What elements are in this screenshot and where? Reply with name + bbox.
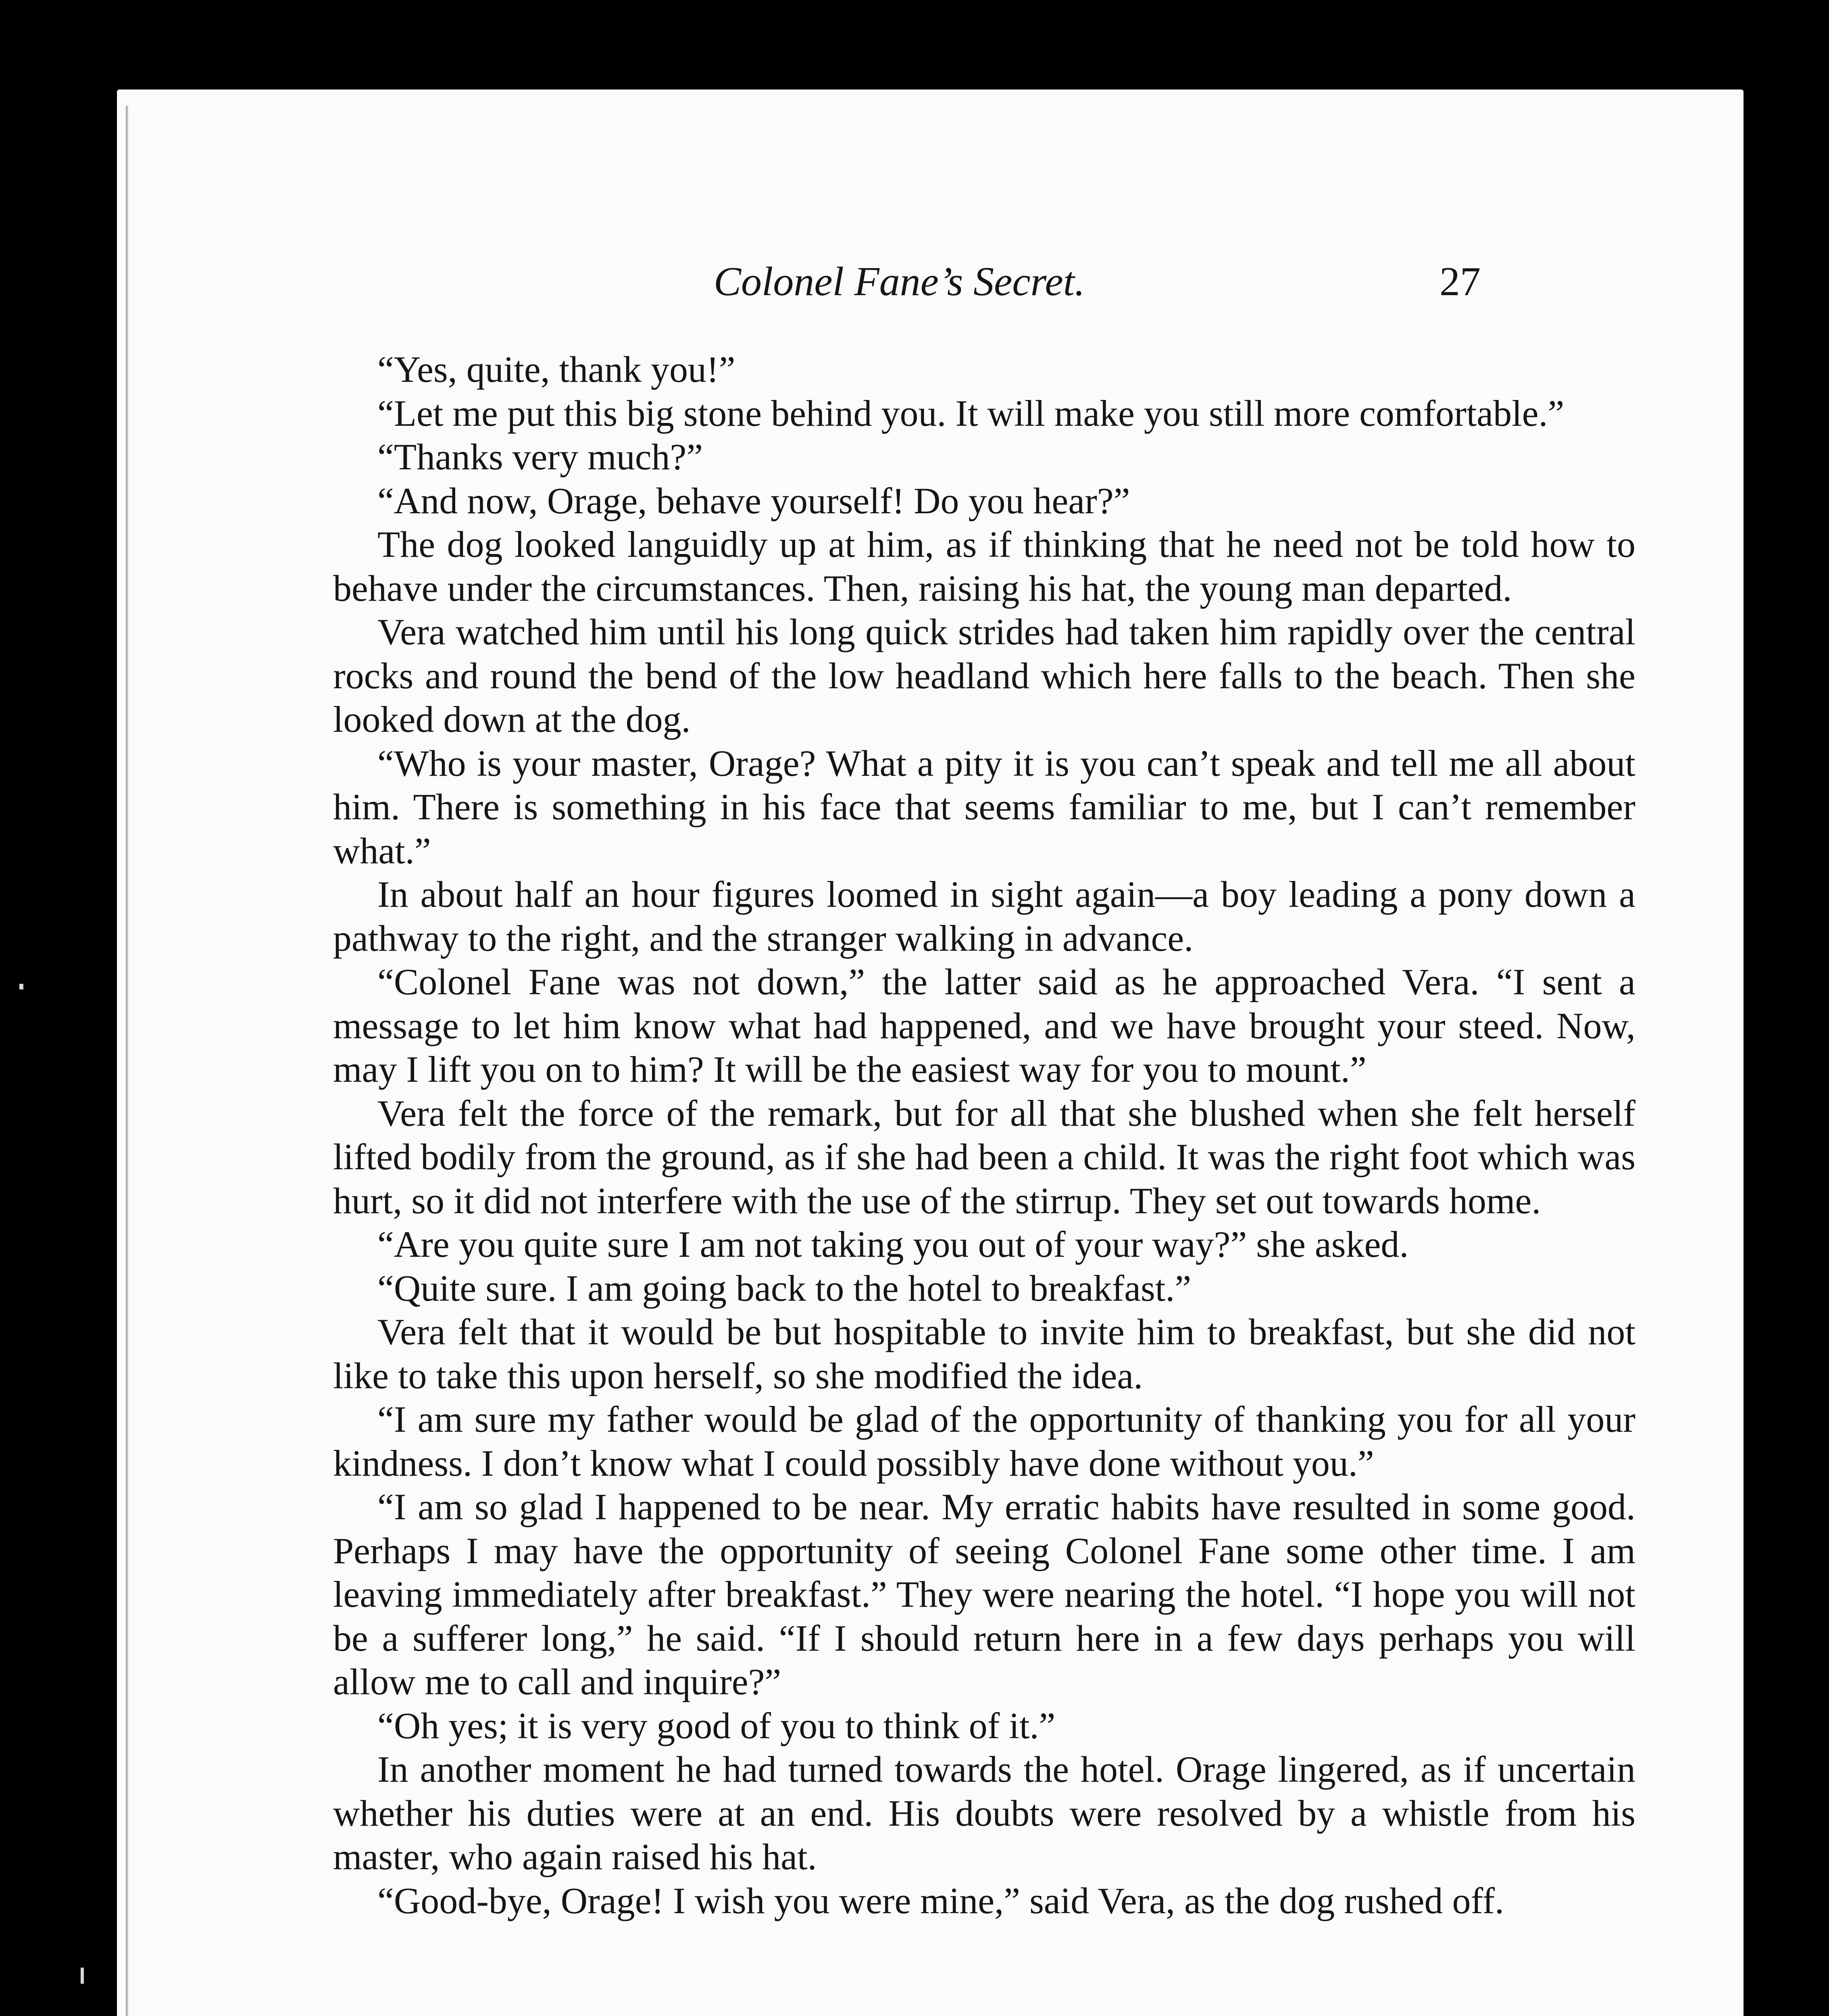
scan-speck bbox=[81, 1968, 84, 1984]
paragraph: “Thanks very much?” bbox=[377, 436, 703, 477]
paragraph: “Are you quite sure I am not taking you out of your way?” she asked. bbox=[377, 1224, 1409, 1265]
paragraph: The dog looked languidly up at him, as if thinking that he need not be told how to behave under the circumstances. Then, raising his hat, the young man departed. bbox=[333, 524, 1635, 609]
paragraph: “And now, Orage, behave yourself! Do you hear?” bbox=[377, 480, 1130, 521]
paragraph: “Quite sure. I am going back to the hotel to breakfast.” bbox=[377, 1267, 1192, 1309]
paragraph: In about half an hour figures loomed in sight again—a boy leading a pony down a pathway to the right, and the stranger walking in advance. bbox=[333, 874, 1635, 959]
paragraph: “I am sure my father would be glad of the opportunity of thanking you for all your kindness. I don’t know what I could possibly have done without you.” bbox=[333, 1399, 1635, 1484]
paragraph: Vera felt the force of the remark, but for all that she blushed when she felt herself lifted bodily from the ground, as if she had been a child. It was the right foot which was hurt, so it did not interfere with the use of the stirrup. They set out towards home. bbox=[333, 1092, 1635, 1221]
paragraph: In another moment he had turned towards the hotel. Orage lingered, as if uncertain whether his duties were at an end. His doubts were resolved by a whistle from his master, who again raised his hat. bbox=[333, 1749, 1635, 1877]
page-gutter-edge bbox=[126, 106, 128, 2016]
paragraph: “Oh yes; it is very good of you to think of it.” bbox=[377, 1705, 1056, 1746]
paragraph: “Colonel Fane was not down,” the latter said as he approached Vera. “I sent a message to let him know what had happened, and we have brought your steed. Now, may I lift you on to him? It will be the easiest way for you to mount.” bbox=[333, 961, 1635, 1090]
paragraph: “Who is your master, Orage? What a pity it is you can’t speak and tell me all about him. There is something in his face that seems familiar to me, but I can’t remember what.” bbox=[333, 742, 1635, 871]
paragraph: “Good-bye, Orage! I wish you were mine,” said Vera, as the dog rushed off. bbox=[377, 1880, 1504, 1921]
page-number: 27 bbox=[1439, 259, 1481, 304]
scan-speck bbox=[19, 984, 23, 989]
paragraph: “Let me put this big stone behind you. It will make you still more comfortable.” bbox=[377, 392, 1564, 434]
paragraph: Vera felt that it would be but hospitable to invite him to breakfast, but she did not like to take this upon herself, so she modified the idea. bbox=[333, 1311, 1635, 1396]
running-title: Colonel Fane’s Secret. bbox=[714, 259, 1085, 304]
body-text bbox=[333, 348, 1635, 1922]
paragraph: “Yes, quite, thank you!” bbox=[377, 349, 735, 390]
book-page bbox=[117, 90, 1744, 2016]
paragraph: Vera watched him until his long quick strides had taken him rapidly over the central rocks and round the bend of the low headland which here falls to the beach. Then she looked down at the dog. bbox=[333, 611, 1635, 740]
page-header bbox=[117, 258, 1744, 323]
paragraph: “I am so glad I happened to be near. My erratic habits have resulted in some good. Perhaps I may have the opportunity of seeing Colonel Fane some other time. I am leaving immediately after breakfast.” They were nearing the hotel. “I hope you will not be a sufferer long,” he said. “If I should return here in a few days perhaps you will allow me to call and inquire?” bbox=[333, 1486, 1635, 1702]
